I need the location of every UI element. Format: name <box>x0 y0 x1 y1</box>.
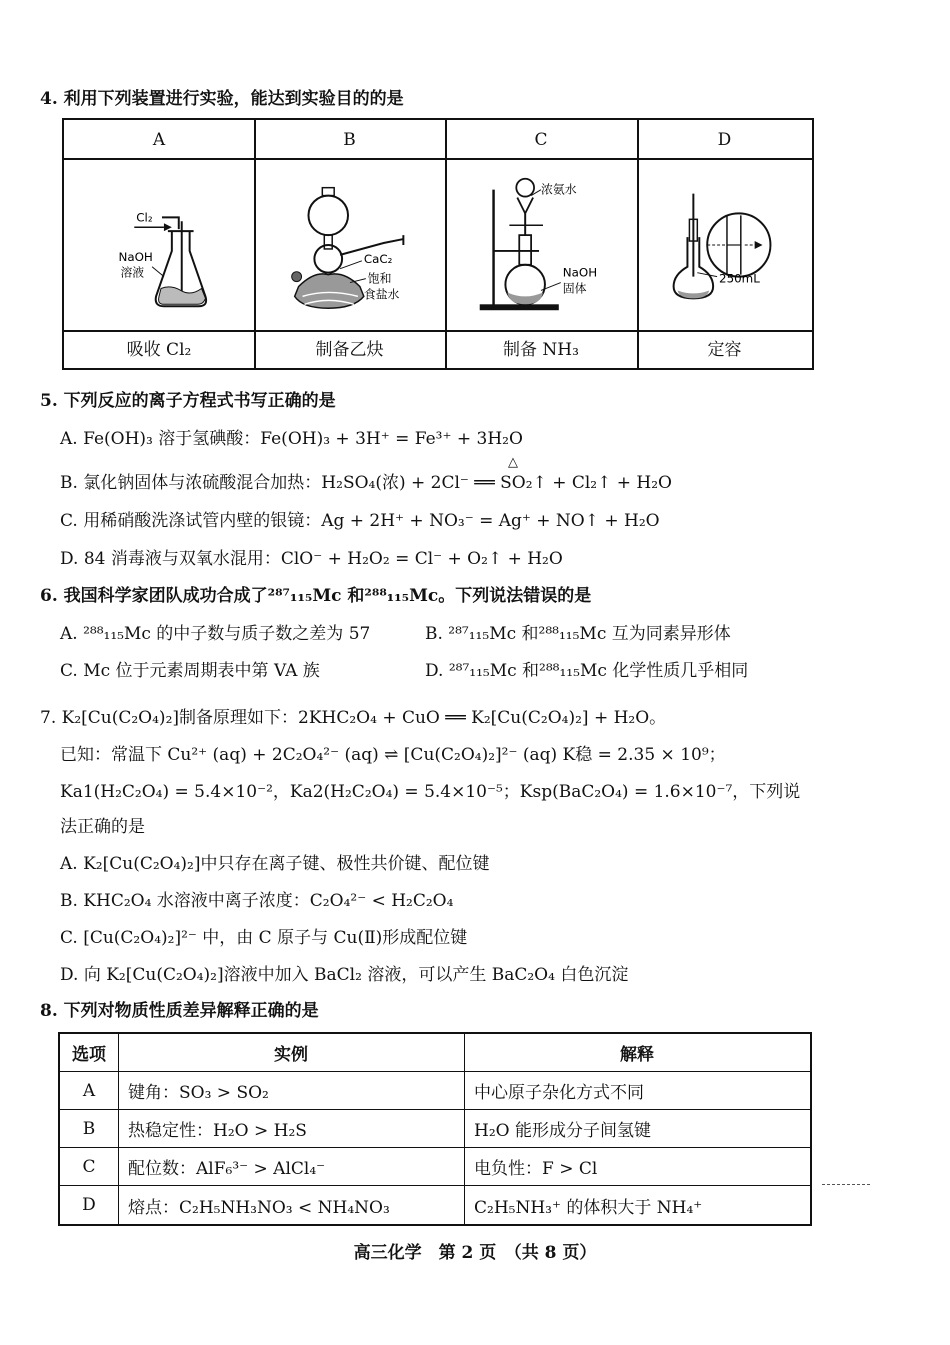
q7-option-b: B. KHC₂O₄ 水溶液中离子浓度：C₂O₄²⁻ < H₂C₂O₄ <box>60 891 454 911</box>
label-250ml: 250mL <box>719 271 760 286</box>
question-8-stem: 8. 下列对物质性质差异解释正确的是 <box>40 1001 319 1021</box>
row-option: D <box>82 1195 96 1215</box>
label-solution-a: 溶液 <box>120 265 145 280</box>
q6-option-a: A. ²⁸⁸₁₁₅Mc 的中子数与质子数之差为 57 <box>60 624 371 644</box>
page-footer: 高三化学 第 2 页 （共 8 页） <box>353 1243 597 1263</box>
row-example: 配位数：AlF₆³⁻ > AlCl₄⁻ <box>128 1159 326 1179</box>
row-example: 熔点：C₂H₅NH₃NO₃ < NH₄NO₃ <box>128 1197 390 1218</box>
label-cl2: Cl₂ <box>136 210 153 225</box>
apparatus-header-b: B <box>254 120 445 160</box>
purpose-b: 制备乙炔 <box>315 340 384 360</box>
property-table <box>58 1032 812 1226</box>
property-table-header <box>60 1034 810 1072</box>
row-option: A <box>82 1080 96 1101</box>
q5-option-b: B. 氯化钠固体与浓硫酸混合加热：H₂SO₄(浓) + 2Cl⁻ ══ SO₂↑ + Cl₂↑ + H₂O <box>60 473 672 493</box>
q5-option-c: C. 用稀硝酸洗涤试管内壁的银镜：Ag + 2H⁺ + NO₃⁻ = Ag⁺ + NO↑ + H₂O <box>60 511 660 531</box>
row-example: 键角：SO₃ > SO₂ <box>128 1083 269 1103</box>
table-row <box>60 1148 810 1186</box>
purpose-c: 制备 NH₃ <box>503 340 579 360</box>
apparatus-a-figure <box>64 160 254 332</box>
q5-option-d: D. 84 消毒液与双氧水混用：ClO⁻ + H₂O₂ = Cl⁻ + O₂↑ + H₂O <box>60 549 563 569</box>
apparatus-header-c: C <box>445 120 637 160</box>
purpose-d: 定容 <box>707 340 742 360</box>
header-option: 选项 <box>72 1045 106 1065</box>
q6-option-b: B. ²⁸⁷₁₁₅Mc 和²⁸⁸₁₁₅Mc 互为同素异形体 <box>425 624 731 644</box>
q7-known-2: Ka1(H₂C₂O₄) = 5.4×10⁻²，Ka2(H₂C₂O₄) = 5.4×10⁻⁵；Ksp(BaC₂O₄) = 1.6×10⁻⁷，下列说 <box>60 782 801 802</box>
q5-delta-sign: △ <box>508 455 518 470</box>
q5-option-a: A. Fe(OH)₃ 溶于氢碘酸：Fe(OH)₃ + 3H⁺ = Fe³⁺ + 3H₂O <box>60 429 523 449</box>
question-5-stem: 5. 下列反应的离子方程式书写正确的是 <box>40 391 336 411</box>
label-naoh-a: NaOH <box>118 249 153 264</box>
q7-option-c: C. [Cu(C₂O₄)₂]²⁻ 中，由 C 原子与 Cu(Ⅱ)形成配位键 <box>60 928 468 948</box>
apparatus-b-figure <box>254 160 445 332</box>
apparatus-header-d: D <box>637 120 812 160</box>
table-row <box>60 1072 810 1110</box>
question-7-stem: 7. K₂[Cu(C₂O₄)₂]制备原理如下：2KHC₂O₄ + CuO ══ K₂[Cu(C₂O₄)₂] + H₂O。 <box>40 708 667 728</box>
label-brine: 食盐水 <box>363 287 400 302</box>
label-conc-ammonia: 浓氨水 <box>541 182 577 197</box>
row-example: 热稳定性：H₂O > H₂S <box>128 1121 307 1141</box>
question-6-stem: 6. 我国科学家团队成功合成了²⁸⁷₁₁₅Mc 和²⁸⁸₁₁₅Mc。下列说法错误的是 <box>40 586 592 606</box>
row-option: B <box>82 1118 96 1139</box>
q6-option-c: C. Mc 位于元素周期表中第 VA 族 <box>60 661 320 681</box>
apparatus-c-figure <box>445 160 637 332</box>
q7-known-1: 已知：常温下 Cu²⁺ (aq) + 2C₂O₄²⁻ (aq) ⇌ [Cu(C₂O₄)₂]²⁻ (aq) K稳 = 2.35 × 10⁹； <box>60 745 726 765</box>
table-row <box>60 1186 810 1224</box>
row-explanation: 电负性：F > Cl <box>474 1159 598 1179</box>
q7-known-3: 法正确的是 <box>60 817 145 837</box>
header-explanation: 解释 <box>620 1045 654 1065</box>
label-cac2: CaC₂ <box>363 251 393 266</box>
question-4-stem: 4. 利用下列装置进行实验，能达到实验目的的是 <box>40 89 404 109</box>
label-naoh-c: NaOH <box>562 265 598 280</box>
purpose-a: 吸收 Cl₂ <box>126 340 192 360</box>
row-explanation: H₂O 能形成分子间氢键 <box>474 1121 651 1141</box>
q7-option-d: D. 向 K₂[Cu(C₂O₄)₂]溶液中加入 BaCl₂ 溶液，可以产生 BaC₂O₄ 白色沉淀 <box>60 965 629 985</box>
header-example: 实例 <box>274 1045 308 1065</box>
row-option: C <box>82 1156 96 1177</box>
q6-option-d: D. ²⁸⁷₁₁₅Mc 和²⁸⁸₁₁₅Mc 化学性质几乎相同 <box>425 661 749 681</box>
apparatus-header-a: A <box>64 120 254 160</box>
label-solid: 固体 <box>562 281 587 296</box>
row-explanation: C₂H₅NH₃⁺ 的体积大于 NH₄⁺ <box>474 1197 703 1218</box>
row-explanation: 中心原子杂化方式不同 <box>474 1083 644 1103</box>
label-saturated: 饱和 <box>367 271 392 286</box>
q7-option-a: A. K₂[Cu(C₂O₄)₂]中只存在离子键、极性共价键、配位键 <box>60 854 490 874</box>
apparatus-table <box>62 118 814 370</box>
apparatus-d-figure <box>637 160 812 332</box>
decorative-dash <box>822 1184 870 1185</box>
table-row <box>60 1110 810 1148</box>
